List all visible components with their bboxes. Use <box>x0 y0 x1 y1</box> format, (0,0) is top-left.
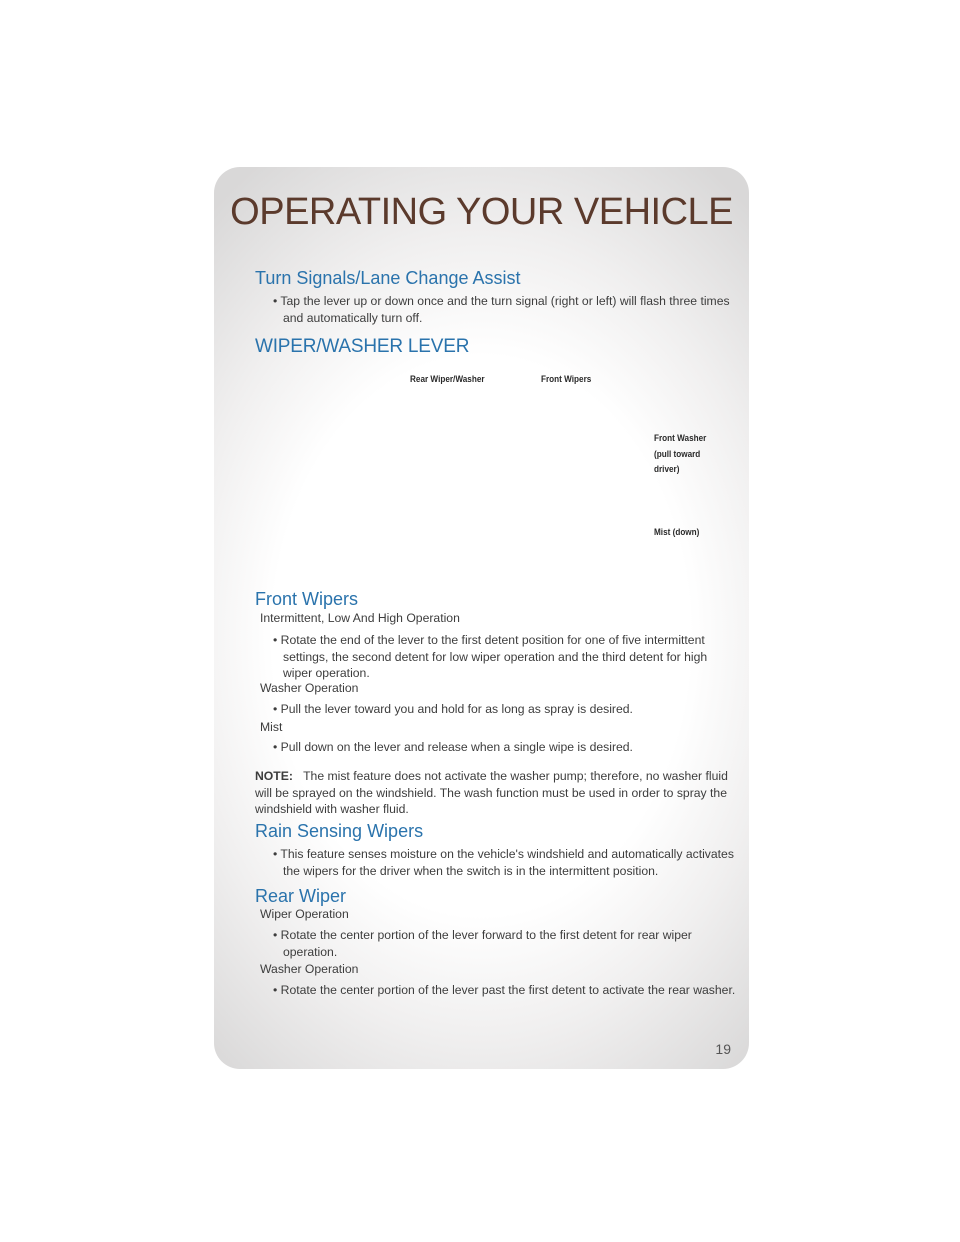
front-wipers-bullet-intermittent: • Rotate the end of the lever to the first detent position for one of five intermittent settings, the second detent for low wiper operation and the third detent for high wiper operation. <box>273 633 708 680</box>
front-wipers-sub-intermittent: Intermittent, Low And High Operation <box>260 611 460 625</box>
section-title: OPERATING YOUR VEHICLE <box>230 191 733 233</box>
note-paragraph <box>255 768 730 818</box>
callout-front-washer-line2: (pull toward <box>654 449 701 460</box>
rear-wiper-sub-wiper: Wiper Operation <box>260 907 349 921</box>
rear-wiper-heading: Rear Wiper <box>255 886 347 906</box>
rear-wiper-sub-washer: Washer Operation <box>260 962 359 976</box>
front-wipers-bullet-washer: • Pull the lever toward you and hold for as long as spray is desired. <box>273 702 633 716</box>
turn-signals-heading: Turn Signals/Lane Change Assist <box>255 268 521 288</box>
wiper-lever-heading: WIPER/WASHER LEVER <box>255 336 470 357</box>
front-wipers-sub-mist: Mist <box>260 720 283 734</box>
page-number: 19 <box>715 1041 731 1057</box>
rain-sensing-heading: Rain Sensing Wipers <box>255 821 424 841</box>
note-label: NOTE: <box>255 769 293 783</box>
callout-mist: Mist (down) <box>654 527 700 538</box>
callout-rear-wiper-washer: Rear Wiper/Washer <box>410 374 485 385</box>
turn-signals-bullet: • Tap the lever up or down once and the turn signal (right or left) will flash three times and automatically turn off. <box>273 294 730 325</box>
front-wipers-sub-washer: Washer Operation <box>260 681 359 695</box>
rear-wiper-bullet-washer: • Rotate the center portion of the lever past the first detent to activate the rear washer. <box>273 983 736 997</box>
front-wipers-bullet-mist: • Pull down on the lever and release when a single wipe is desired. <box>273 740 633 754</box>
front-wipers-heading: Front Wipers <box>255 589 359 609</box>
callout-front-washer-line1: Front Washer <box>654 433 707 444</box>
page-card <box>214 167 749 1069</box>
rain-sensing-bullet: • This feature senses moisture on the vehicle's windshield and automatically activates the wipers for the driver when the switch is in the intermittent position. <box>273 847 734 878</box>
callout-front-washer-line3: driver) <box>654 464 680 475</box>
note-text: The mist feature does not activate the washer pump; therefore, no washer fluid will be sprayed on the windshield. The wash function must be used in order to spray the windshield with washer fluid. <box>255 769 728 816</box>
rear-wiper-bullet-wiper: • Rotate the center portion of the lever forward to the first detent for rear wiper operation. <box>273 928 692 959</box>
callout-front-wipers: Front Wipers <box>541 374 592 385</box>
